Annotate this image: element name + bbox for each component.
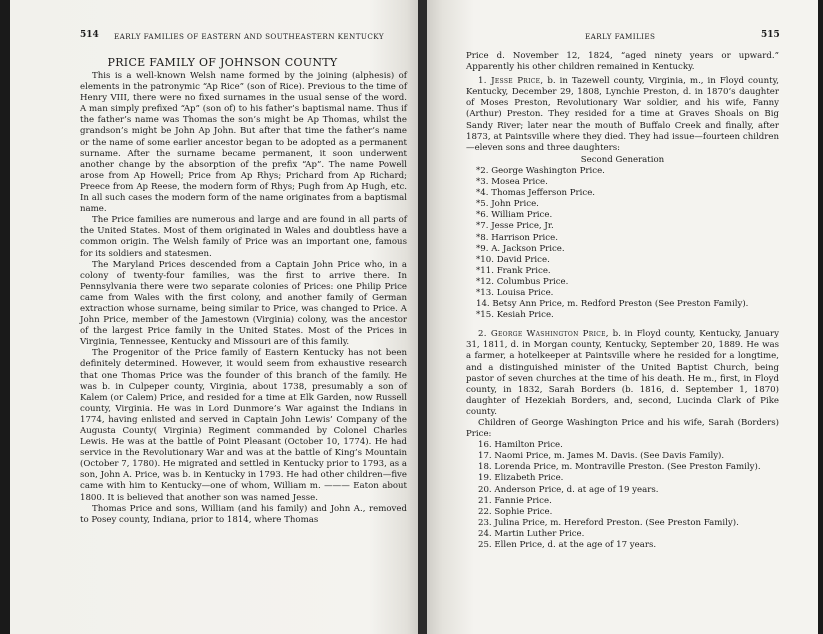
right-body xyxy=(466,51,779,551)
list-item: 20. Anderson Price, d. at age of 19 years. xyxy=(478,484,659,495)
paragraph: This is a well-known Welsh name formed by the joining (alphesis) of elements in the patronymic “Ap Rice” (son of Rice). Previous to the time of Henry VIII, there were no fixed surnames in the usual sense of the word. A man simply prefixed “Ap” (son of) to his father’s baptismal name. Thus if the father’s name was Thomas the son’s might be Ap Thomas, whilst the grandson’s might be John Ap John. But after that time the father’s name or the name of some earlier ancestor began to be adopted as a permanent surname. After the surname became permanent, it soon underwent another change by the absorption of the prefix “Ap”. The name Powell arose from Ap Howell; Price from Ap Rhys; Prichard from Ap Richard; Preece from Ap Reese, the modern form of Rhys; Pugh from Ap Hugh, etc. In all such cases the modern form of the name originates from a baptismal name. xyxy=(80,71,407,215)
paragraph: Thomas Price and sons, William (and his family) and John A., removed to Posey county, Indiana, prior to 1814, where Thomas xyxy=(80,503,407,525)
list-item: *11. Frank Price. xyxy=(476,265,551,276)
list-item: 17. Naomi Price, m. James M. Davis. (See Davis Family). xyxy=(478,451,725,462)
entry-text: b. in Tazewell county, Virginia, m., in Floyd county, Kentucky, December 29, 1808, Lynchie Preston, d. in 1870’s daughter of Moses Preston, Revolutionary War soldier, and his wife, Fanny (Arthur) Preston. They resided for a time at Graves Shoals on Big Sandy River; later near the mouth of Buffalo Creek and finally, after 1873, at Paintsville where they died. They had issue—fourteen children—eleven sons and three daughters: xyxy=(466,76,780,153)
list-item: *15. Kesiah Price. xyxy=(476,310,554,321)
list-item: *3. Mosea Price. xyxy=(476,177,548,188)
entry-2 xyxy=(466,329,779,418)
page-number: 514 xyxy=(80,30,99,40)
children-list xyxy=(466,166,779,321)
list-item: *2. George Washington Price. xyxy=(476,165,605,176)
list-item: *5. John Price. xyxy=(476,199,539,210)
right-page xyxy=(427,0,818,634)
list-item: *6. William Price. xyxy=(476,210,553,221)
list-item: *13. Louisa Price. xyxy=(476,287,554,298)
paragraph: The Maryland Prices descended from a Captain John Price who, in a colony of twenty-four families, was the first to arrive there. In Pennsylvania there were two separate colonies of Prices: one Philip Price came from Wales with the first colony, and another family of German extraction whose surname, being similar to Price, was changed to Price. A John Price, member of the Jamestown (Virginia) colony, was the ancestor of the largest Price family in the United States. Most of the Prices in Virginia, Tennessee, Kentucky and Missouri are of this family. xyxy=(80,259,407,348)
chapter-title: PRICE FAMILY OF JOHNSON COUNTY xyxy=(107,56,338,69)
left-body xyxy=(80,71,407,526)
list-item: 25. Ellen Price, d. at the age of 17 years. xyxy=(478,540,657,551)
list-item: *10. David Price. xyxy=(476,254,550,265)
running-head: EARLY FAMILIES OF EASTERN AND SOUTHEASTERN KENTUCKY xyxy=(114,32,384,41)
list-item: 19. Elizabeth Price. xyxy=(478,473,564,484)
list-item: 24. Martin Luther Price. xyxy=(478,528,585,539)
entry-text: b. in Floyd county, Kentucky, January 31, 1811, d. in Morgan county, Kentucky, September 20, 1889. He was a farmer, a hotelkeeper at Paintsville where he resided for a longtime, and a distinguished minister of the United Baptist Church, being pastor of seven churches at the time of his death. He m., first, in Floyd county, in 1832, Sarah Borders (b. 1816, d. September 1, 1870) daughter of Hezekiah Borders, and, second, Lucinda Clark of Pike county. xyxy=(466,329,779,417)
paragraph: The Price families are numerous and large and are found in all parts of the United States. Most of them originated in Wales and doubtless have a common origin. The Welsh family of Price was an important one, famous for its soldiers and statesmen. xyxy=(80,215,407,259)
list-item: *7. Jesse Price, Jr. xyxy=(476,221,554,232)
list-item: *8. Harrison Price. xyxy=(476,232,558,243)
paragraph: The Progenitor of the Price family of Eastern Kentucky has not been definitely determined. However, it would seem from exhaustive research that one Thomas Price was the founder of this branch of the family. He was b. in Culpeper county, Virginia, about 1738, presumably a son of Kalem (or Calem) Price, and resided for a time at Elk Garden, now Russell county, Virginia. He was in Lord Dunmore’s War against the Indians in 1774, having enlisted and served in Captain John Lewis’ Company of the Augusta County( Virginia) Regiment commanded by Colonel Charles Lewis. He was at the battle of Point Pleasant (October 10, 1774). He had service in the Revolutionary War and was at the battle of King’s Mountain (October 7, 1780). He migrated and settled in Kentucky prior to 1793, as a son, John A. Price, was b. in Kentucky in 1793. He had other children—five came with him to Kentucky—one of whom, William m. ——— Eaton about 1800. It is believed that another son was named Jesse. xyxy=(80,348,407,503)
list-item: 18. Lorenda Price, m. Montraville Preston. (See Preston Family). xyxy=(478,462,761,473)
generation-heading: Second Generation xyxy=(580,154,665,165)
children-list xyxy=(466,440,779,551)
list-item: 23. Julina Price, m. Hereford Preston. (See Preston Family). xyxy=(478,517,739,528)
page-number: 515 xyxy=(761,30,780,40)
list-item: *4. Thomas Jefferson Price. xyxy=(476,188,596,199)
list-item: 21. Fannie Price. xyxy=(478,495,552,506)
entry-lead: 2. George Washington Price, xyxy=(478,329,609,340)
entry-1 xyxy=(466,76,779,154)
continuation-text: Price d. November 12, 1824, “aged ninety years or upward.” Apparently his other children remained in Kentucky. xyxy=(466,51,779,73)
list-item: 16. Hamilton Price. xyxy=(478,440,563,451)
list-item: 14. Betsy Ann Price, m. Redford Preston (See Preston Family). xyxy=(476,299,749,310)
list-item: 22. Sophie Price. xyxy=(478,506,553,517)
list-item: *9. A. Jackson Price. xyxy=(476,243,565,254)
running-head: EARLY FAMILIES xyxy=(585,32,656,41)
children-intro: Children of George Washington Price and his wife, Sarah (Borders) Price: xyxy=(466,418,779,440)
left-page xyxy=(10,0,419,634)
list-item: *12. Columbus Price. xyxy=(476,276,569,287)
entry-lead: 1. Jesse Price, xyxy=(478,76,544,87)
